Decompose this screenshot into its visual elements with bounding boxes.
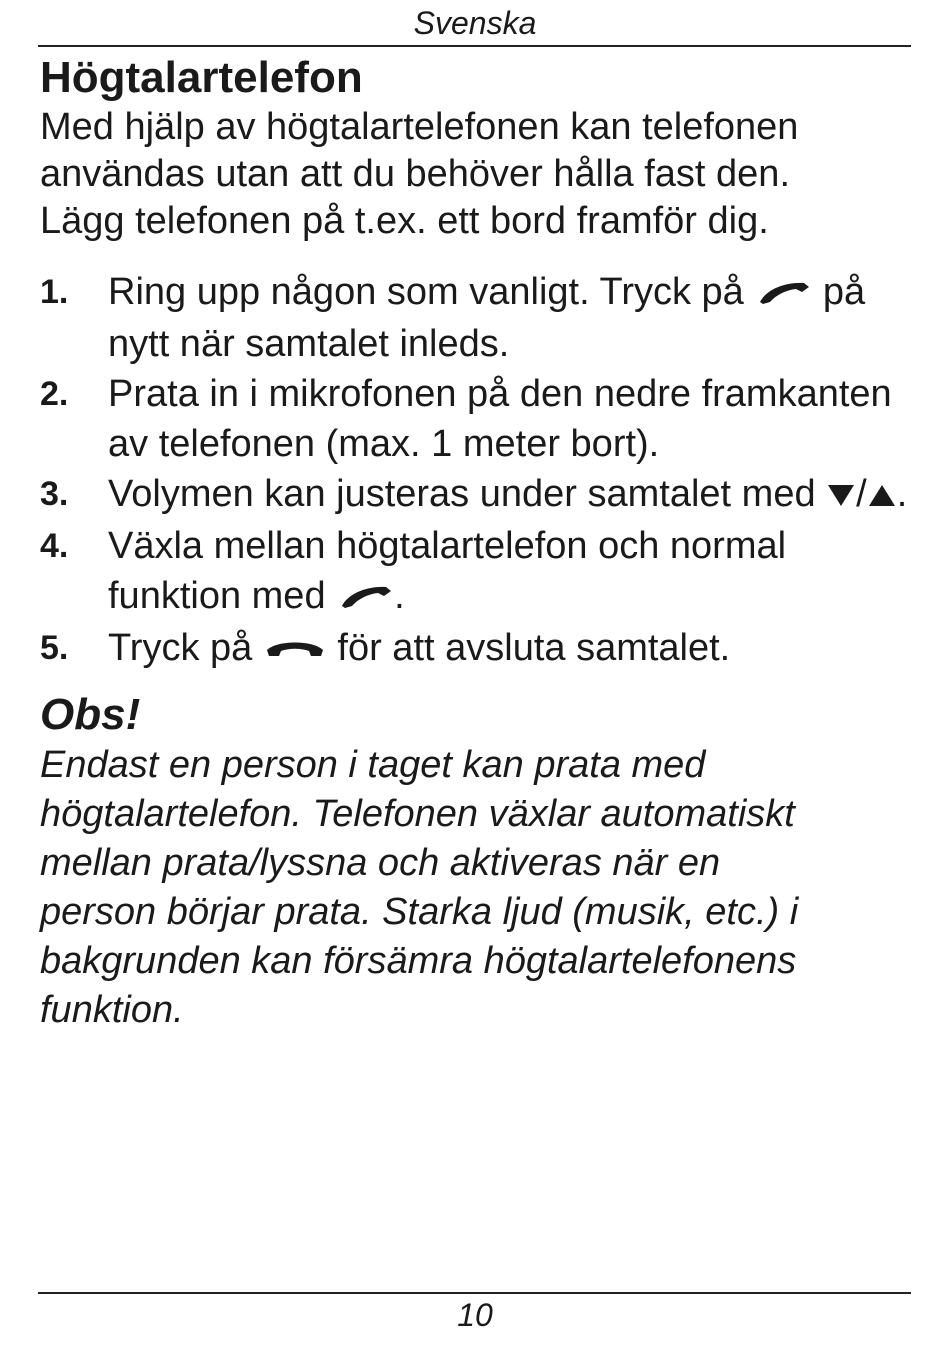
step-number: 3.: [40, 474, 69, 513]
header-language: Svenska: [413, 5, 537, 41]
steps-list: [40, 267, 912, 675]
step-3: [40, 469, 912, 521]
end-call-icon: [263, 625, 327, 675]
step-number: 2.: [40, 374, 69, 413]
intro-paragraph: [40, 104, 912, 245]
note-line: bakgrunden kan försämra högtalartelefonens: [40, 939, 797, 982]
step-text: Tryck på: [108, 626, 263, 669]
note-paragraph: [40, 741, 912, 1035]
step-2: [40, 369, 912, 469]
page-content: [40, 52, 912, 1035]
step-1: [40, 267, 912, 369]
step-number: 1.: [40, 273, 69, 311]
step-text: Prata in i mikrofonen på den nedre framkanten av telefonen (max. 1 meter bort).: [108, 372, 892, 465]
note-line: högtalartelefon. Telefonen växlar automatiskt: [40, 792, 795, 835]
step-text: /: [856, 472, 867, 515]
intro-line: Lägg telefonen på t.ex. ett bord framför dig.: [40, 200, 769, 242]
step-5: [40, 623, 912, 675]
step-text: .: [896, 472, 908, 515]
call-icon: [336, 573, 394, 623]
note-line: Endast en person i taget kan prata med: [40, 743, 706, 786]
intro-line: Med hjälp av högtalartelefonen kan telefonen: [40, 106, 799, 148]
volume-down-icon: [826, 471, 856, 521]
note-title: Obs!: [40, 689, 141, 739]
step-4: [40, 521, 912, 623]
page-number: 10: [457, 1297, 493, 1333]
page-title: Högtalartelefon: [40, 53, 363, 102]
step-number: 4.: [40, 526, 69, 565]
step-text: .: [394, 574, 405, 617]
step-number: 5.: [40, 628, 69, 667]
note-line: person börjar prata. Starka ljud (musik, etc.) i: [40, 890, 799, 933]
volume-up-icon: [867, 471, 897, 521]
step-text: Växla mellan högtalartelefon och normal funktion med: [108, 524, 787, 617]
intro-line: användas utan att du behöver hålla fast den.: [40, 153, 790, 195]
header-divider: [38, 45, 911, 47]
step-text: Ring upp någon som vanligt. Tryck på: [108, 271, 755, 313]
note-line: mellan prata/lyssna och aktiveras när en: [40, 841, 721, 884]
step-text: Volymen kan justeras under samtalet med: [108, 472, 827, 515]
step-text: på nytt när samtalet inleds.: [108, 271, 866, 365]
call-icon: [754, 269, 812, 319]
footer-divider: [38, 1292, 911, 1294]
step-text: för att avsluta samtalet.: [326, 626, 731, 669]
note-line: funktion.: [40, 988, 184, 1031]
